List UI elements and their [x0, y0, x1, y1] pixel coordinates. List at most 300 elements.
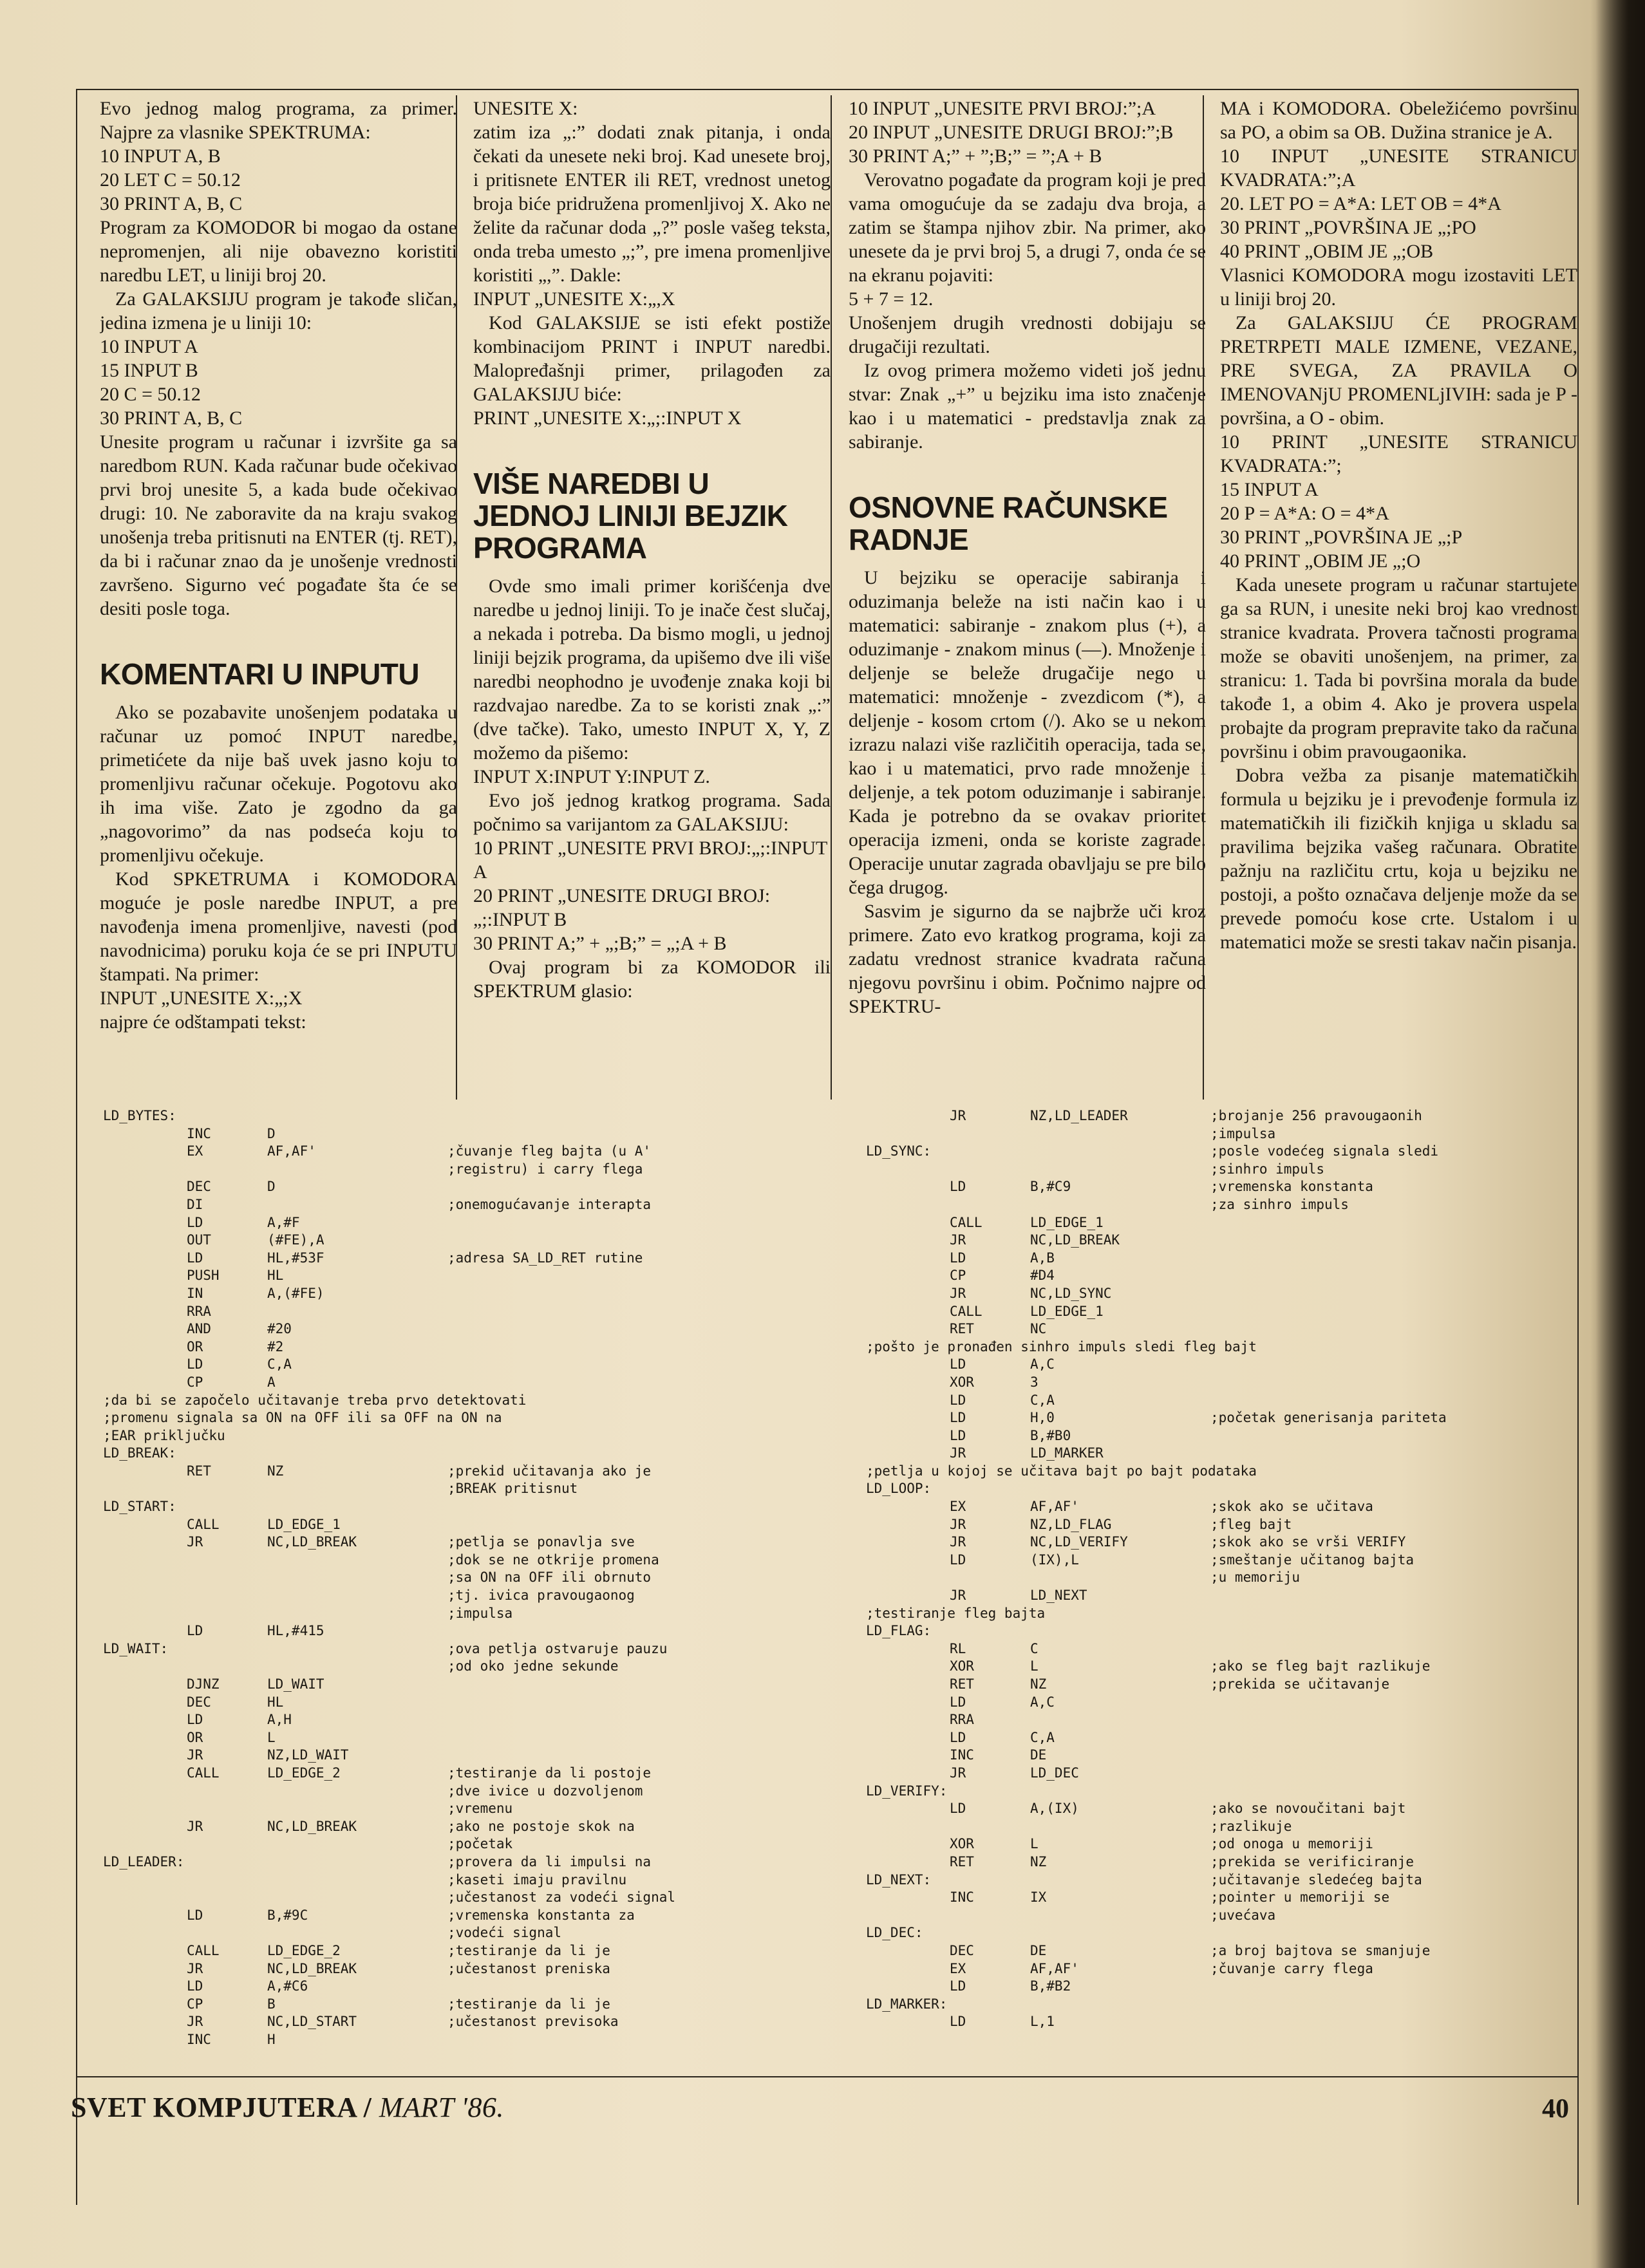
- listing-line: [103, 1800, 863, 1818]
- listing-line: [866, 1427, 1626, 1445]
- listing-line: [103, 1622, 863, 1640]
- listing-line: [103, 1392, 863, 1410]
- listing-comment: ;sa ON na OFF ili obrnuto: [447, 1570, 652, 1586]
- listing-opcode: [187, 1107, 267, 1125]
- listing-opcode: DEC: [950, 1942, 974, 1958]
- listing-label: [103, 1356, 187, 1374]
- listing-line: [103, 1516, 863, 1534]
- listing-operand: [1030, 1622, 1210, 1640]
- listing-line: [103, 1498, 863, 1516]
- listing-label: [103, 1463, 187, 1481]
- listing-comment: [1210, 1765, 1626, 1783]
- listing-opcode: [187, 1445, 267, 1463]
- page-number: 40: [1542, 2094, 1569, 2124]
- listing-label: LD_START:: [103, 1499, 176, 1515]
- listing-comment: [1210, 2013, 1626, 2031]
- listing-comment: [447, 1676, 863, 1694]
- listing-opcode: OUT: [187, 1232, 211, 1248]
- listing-label: [103, 1978, 187, 1996]
- listing-operand: B,#B2: [1030, 1978, 1071, 1994]
- listing-line: [866, 1125, 1626, 1143]
- listing-opcode: [950, 1125, 1030, 1143]
- listing-comment: [1210, 1587, 1626, 1605]
- listing-line: [866, 1463, 1626, 1481]
- listing-opcode: [950, 1480, 1030, 1498]
- listing-line: [103, 1996, 863, 2014]
- code-line: 10 INPUT „UNESITE PRVI BROJ:”;A: [849, 98, 1156, 119]
- listing-comment: [447, 1320, 863, 1338]
- listing-opcode: RET: [950, 1676, 974, 1692]
- listing-comment: ;petlja u kojoj se učitava bajt po bajt podataka: [866, 1463, 1257, 1479]
- listing-opcode: [187, 1569, 267, 1587]
- listing-label: [103, 1783, 187, 1801]
- listing-label: [103, 1232, 187, 1250]
- listing-opcode: LD: [950, 1978, 966, 1994]
- listing-line: [866, 1747, 1626, 1765]
- listing-opcode: CALL: [187, 1516, 220, 1532]
- listing-opcode: LD: [187, 1250, 203, 1266]
- listing-label: [866, 1250, 950, 1268]
- listing-comment: [1210, 1480, 1626, 1498]
- listing-opcode: PUSH: [187, 1268, 220, 1284]
- listing-operand: [1030, 1480, 1210, 1498]
- listing-opcode: JR: [187, 1534, 203, 1550]
- listing-label: [103, 1605, 187, 1623]
- listing-label: LD_VERIFY:: [866, 1783, 948, 1799]
- listing-comment: ;uvećava: [1210, 1907, 1276, 1923]
- listing-operand: LD_NEXT: [1030, 1588, 1087, 1604]
- listing-line: [103, 1605, 863, 1623]
- listing-label: [866, 1356, 950, 1374]
- listing-comment: ;EAR priključku: [103, 1427, 225, 1443]
- listing-comment: ;pointer u memoriji se: [1210, 1889, 1390, 1906]
- listing-label: LD_LEADER:: [103, 1853, 185, 1870]
- listing-operand: [267, 1196, 447, 1214]
- listing-comment: ;početak generisanja pariteta: [1210, 1410, 1447, 1426]
- listing-operand: [1030, 1818, 1210, 1836]
- listing-label: [103, 1889, 187, 1907]
- listing-opcode: [187, 1800, 267, 1818]
- listing-comment: [447, 1303, 863, 1321]
- listing-operand: NZ,LD_FLAG: [1030, 1516, 1112, 1532]
- listing-line: [103, 1783, 863, 1801]
- listing-line: [866, 1711, 1626, 1729]
- listing-opcode: DJNZ: [187, 1676, 220, 1692]
- listing-label: [866, 1711, 950, 1729]
- listing-comment: [1210, 1374, 1626, 1392]
- listing-operand: A,(IX): [1030, 1801, 1079, 1817]
- listing-comment: ;brojanje 256 pravougaonih: [1210, 1108, 1422, 1123]
- listing-line: [103, 1658, 863, 1676]
- listing-label: [103, 1765, 187, 1783]
- listing-comment: ;testiranje da li je: [447, 1942, 610, 1958]
- listing-operand: LD_EDGE_1: [267, 1516, 341, 1532]
- paragraph: Za GALAKSIJU program je takođe sličan, jedina izmena je u liniji 10:: [100, 288, 457, 333]
- listing-opcode: [950, 1924, 1030, 1942]
- code-line: 30 PRINT A, B, C: [100, 408, 243, 429]
- code-line: 20 LET C = 50.12: [100, 169, 241, 191]
- listing-comment: [447, 1694, 863, 1712]
- listing-opcode: CP: [187, 1996, 203, 2012]
- listing-label: [103, 1747, 187, 1765]
- listing-opcode: INC: [187, 1125, 211, 1141]
- listing-label: [866, 1747, 950, 1765]
- listing-label: LD_BREAK:: [103, 1445, 176, 1461]
- listing-operand: [1030, 1871, 1210, 1889]
- listing-operand: C: [1030, 1640, 1039, 1656]
- paragraph: Iz ovog primera možemo videti još jednu stvar: Znak „+” u bejziku ima isto značenje kao i u matematici - predstavlja znak za sabiranje.: [849, 360, 1206, 453]
- paragraph: Unesite program u računar i izvršite ga sa naredbom RUN. Kada računar bude očekivao prvi broj unesite 5, a kada bude očekivao drugi: 10. Ne zaboravite da na kraju svakog unošenja treba pritisnuti na ENTER (tj. RET), da bi i računar znao da je unošenje vrednosti završeno. Sigurno već pogađate šta će se desiti posle toga.: [100, 431, 457, 619]
- listing-comment: [447, 1285, 863, 1303]
- listing-comment: [1210, 1356, 1626, 1374]
- listing-opcode: LD: [950, 1551, 966, 1568]
- listing-line: [103, 1818, 863, 1836]
- listing-line: [866, 1267, 1626, 1285]
- listing-label: [866, 1178, 950, 1196]
- code-line: 10 INPUT A, B: [100, 145, 221, 167]
- listing-opcode: DEC: [187, 1179, 211, 1195]
- listing-line: [866, 1889, 1626, 1907]
- listing-operand: [267, 1445, 447, 1463]
- listing-operand: LD_EDGE_1: [1030, 1303, 1104, 1319]
- listing-comment: [1210, 1924, 1626, 1942]
- listing-line: [103, 1587, 863, 1605]
- listing-label: LD_BYTES:: [103, 1108, 176, 1123]
- listing-label: [103, 1267, 187, 1285]
- listing-line: [103, 1196, 863, 1214]
- listing-line: [866, 1338, 1626, 1356]
- listing-label: [103, 1818, 187, 1836]
- listing-opcode: [950, 1871, 1030, 1889]
- listing-label: [103, 1729, 187, 1747]
- listing-comment: ;za sinhro impuls: [1210, 1196, 1349, 1212]
- listing-line: [866, 1765, 1626, 1783]
- listing-line: [103, 1960, 863, 1978]
- listing-operand: #20: [267, 1321, 292, 1337]
- listing-label: [866, 1107, 950, 1125]
- listing-operand: [1030, 1125, 1210, 1143]
- title-separator: /: [356, 2092, 379, 2123]
- listing-opcode: [187, 1835, 267, 1853]
- listing-operand: [267, 1640, 447, 1658]
- listing-operand: [1030, 1996, 1210, 2014]
- listing-line: [866, 1392, 1626, 1410]
- listing-opcode: [950, 1996, 1030, 2014]
- listing-comment: ;prekida se učitavanje: [1210, 1676, 1390, 1692]
- code-line: 10 INPUT A: [100, 336, 198, 357]
- listing-operand: HL,#415: [267, 1623, 324, 1639]
- listing-line: [103, 1107, 863, 1125]
- listing-line: [866, 1676, 1626, 1694]
- listing-line: [103, 1533, 863, 1551]
- paragraph: Ovde smo imali primer korišćenja dve naredbe u jednoj liniji. To je inače čest slučaj, a nekada i potreba. Da bismo mogli, u jednoj liniji bejzik programa, da upišemo dve ili više naredbi neophodno je uvođenje znaka koji bi razdvajao naredbe. Za to se koristi znak „:” (dve tačke). Tako, umesto INPUT X, Y, Z možemo da pišemo:: [473, 576, 831, 764]
- listing-opcode: JR: [950, 1765, 966, 1781]
- listing-comment: ;kaseti imaju pravilnu: [447, 1871, 627, 1888]
- listing-comment: ;impulsa: [447, 1605, 513, 1621]
- listing-opcode: JR: [187, 1960, 203, 1976]
- listing-opcode: CALL: [187, 1942, 220, 1958]
- listing-label: [866, 1551, 950, 1570]
- listing-comment: ;posle vodećeg signala sledi: [1210, 1143, 1439, 1159]
- listing-opcode: JR: [950, 1232, 966, 1248]
- listing-opcode: LD: [950, 1179, 966, 1195]
- listing-line: [103, 1356, 863, 1374]
- listing-line: [103, 1232, 863, 1250]
- listing-label: [866, 1392, 950, 1410]
- listing-operand: [267, 1605, 447, 1623]
- listing-comment: [447, 1622, 863, 1640]
- listing-operand: NC: [1030, 1321, 1047, 1337]
- paragraph: Evo još jednog kratkog programa. Sada počnimo sa varijantom za GALAKSIJU:: [473, 790, 831, 835]
- listing-opcode: OR: [187, 1729, 203, 1745]
- listing-line: [866, 1694, 1626, 1712]
- listing-operand: 3: [1030, 1374, 1039, 1390]
- listing-label: [866, 1658, 950, 1676]
- code-line: 40 PRINT „OBIM JE „;O: [1220, 550, 1421, 572]
- listing-opcode: [187, 1924, 267, 1942]
- footer-magazine-title: [71, 2091, 504, 2124]
- listing-line: [103, 1285, 863, 1303]
- magazine-name: SVET KOMPJUTERA: [71, 2092, 357, 2123]
- listing-operand: NZ: [267, 1463, 284, 1479]
- listing-label: [103, 1907, 187, 1925]
- paragraph: zatim iza „:” dodati znak pitanja, i onda čekati da unesete neki broj. Kad unesete broj, i pritisnete ENTER ili RET, vrednost unetog broja biće pridružena promenljivoj X. Ako ne želite da računar doda „?” posle vašeg teksta, onda treba umesto „;”, pre imena promenljive koristiti „,”. Dakle:: [473, 122, 831, 286]
- listing-comment: [1210, 1285, 1626, 1303]
- listing-comment: ;učitavanje sledećeg bajta: [1210, 1871, 1422, 1888]
- listing-operand: NC,LD_SYNC: [1030, 1285, 1112, 1301]
- listing-label: [103, 1214, 187, 1232]
- listing-label: [103, 2031, 187, 2049]
- listing-label: [866, 1818, 950, 1836]
- listing-label: [103, 1694, 187, 1712]
- listing-comment: [1210, 1267, 1626, 1285]
- listing-opcode: [950, 1818, 1030, 1836]
- listing-opcode: XOR: [950, 1836, 974, 1852]
- listing-line: [103, 1125, 863, 1143]
- listing-line: [103, 1569, 863, 1587]
- listing-operand: NZ: [1030, 1853, 1047, 1870]
- listing-label: [103, 1285, 187, 1303]
- listing-operand: [267, 1551, 447, 1570]
- listing-comment: [447, 1267, 863, 1285]
- listing-line: [866, 1551, 1626, 1570]
- listing-line: [103, 1445, 863, 1463]
- listing-label: [866, 2013, 950, 2031]
- listing-comment: ;BREAK pritisnut: [447, 1481, 578, 1497]
- listing-label: [103, 1178, 187, 1196]
- listing-line: [866, 1907, 1626, 1925]
- listing-line: [866, 1818, 1626, 1836]
- listing-opcode: CALL: [187, 1765, 220, 1781]
- listing-label: [866, 1942, 950, 1960]
- listing-label: [103, 1125, 187, 1143]
- paragraph: 10 PRINT „UNESITE STRANICU KVADRATA:”;: [1220, 431, 1577, 476]
- listing-label: [103, 1143, 187, 1161]
- listing-label: [103, 1835, 187, 1853]
- listing-opcode: [187, 1587, 267, 1605]
- listing-opcode: EX: [950, 1499, 966, 1515]
- listing-line: [866, 1640, 1626, 1658]
- listing-operand: [267, 1587, 447, 1605]
- listing-opcode: [187, 1605, 267, 1623]
- listing-label: [866, 1303, 950, 1321]
- listing-label: LD_NEXT:: [866, 1871, 932, 1888]
- code-line: 30 PRINT „POVRŠINA JE „;PO: [1220, 217, 1476, 238]
- listing-line: [866, 1783, 1626, 1801]
- listing-label: [866, 1853, 950, 1871]
- article-column-3: [849, 97, 1206, 1098]
- paragraph: Kod SPKETRUMA i KOMODORA moguće je posle naredbe INPUT, a pre navođenja imena promenljive, navesti (pod navodnicima) poruku koja će se pri INPUTU štampati. Na primer:: [100, 868, 457, 985]
- listing-line: [103, 1729, 863, 1747]
- listing-comment: ;prekida se verificiranje: [1210, 1853, 1415, 1870]
- listing-opcode: XOR: [950, 1374, 974, 1390]
- listing-comment: [1210, 1427, 1626, 1445]
- listing-line: [103, 1320, 863, 1338]
- listing-opcode: CP: [187, 1374, 203, 1390]
- listing-line: [866, 1480, 1626, 1498]
- listing-comment: ;ako se fleg bajt razlikuje: [1210, 1658, 1431, 1674]
- listing-label: LD_FLAG:: [866, 1623, 932, 1639]
- listing-comment: ;učestanost preniska: [447, 1960, 610, 1976]
- listing-line: [866, 2013, 1626, 2031]
- listing-operand: [267, 1303, 447, 1321]
- listing-comment: [447, 1374, 863, 1392]
- listing-comment: [1210, 1711, 1626, 1729]
- listing-label: [103, 1924, 187, 1942]
- listing-opcode: [187, 1871, 267, 1889]
- code-line: 20 C = 50.12: [100, 384, 201, 405]
- listing-opcode: LD: [950, 1729, 966, 1745]
- listing-operand: LD_EDGE_1: [1030, 1214, 1104, 1230]
- article-column-1: [100, 97, 457, 1098]
- listing-opcode: [950, 1907, 1030, 1925]
- listing-label: [103, 1196, 187, 1214]
- listing-operand: [1030, 1711, 1210, 1729]
- listing-line: [103, 1250, 863, 1268]
- listing-comment: [1210, 1320, 1626, 1338]
- listing-label: [103, 1658, 187, 1676]
- footer-divider: [76, 2076, 1577, 2077]
- listing-comment: ;skok ako se učitava: [1210, 1499, 1373, 1515]
- listing-operand: [267, 1107, 447, 1125]
- listing-comment: ;čuvanje carry flega: [1210, 1960, 1373, 1976]
- listing-operand: [267, 1835, 447, 1853]
- paragraph: Verovatno pogađate da program koji je pred vama omogućuje da se zadaju dva broja, a zatim se štampa njihov zbir. Na primer, ako unesete da je prvi broj 5, a drugi 7, onda će se na ekranu pojaviti:: [849, 169, 1206, 286]
- listing-operand: A,C: [1030, 1356, 1055, 1373]
- listing-line: [103, 1694, 863, 1712]
- paragraph: Ovaj program bi za KOMODOR ili SPEKTRUM glasio:: [473, 957, 831, 1002]
- listing-comment: ;ova petlja ostvaruje pauzu: [447, 1640, 668, 1656]
- listing-operand: A,B: [1030, 1250, 1055, 1266]
- listing-label: [866, 1232, 950, 1250]
- listing-comment: [1210, 1250, 1626, 1268]
- listing-operand: D: [267, 1125, 276, 1141]
- listing-line: [866, 1605, 1626, 1623]
- listing-comment: ;da bi se započelo učitavanje treba prvo detektovati: [103, 1392, 527, 1408]
- listing-comment: [1210, 1996, 1626, 2014]
- code-line: 10 PRINT „UNESITE PRVI BROJ:„;:INPUT A: [473, 838, 827, 883]
- listing-opcode: RET: [950, 1321, 974, 1337]
- listing-operand: NC,LD_BREAK: [267, 1534, 357, 1550]
- listing-opcode: [187, 1161, 267, 1179]
- listing-operand: C,A: [1030, 1729, 1055, 1745]
- listing-operand: (IX),L: [1030, 1551, 1079, 1568]
- listing-operand: NZ,LD_WAIT: [267, 1747, 349, 1763]
- listing-line: [866, 1800, 1626, 1818]
- listing-label: [866, 1427, 950, 1445]
- listing-operand: [1030, 1924, 1210, 1942]
- listing-comment: [447, 1747, 863, 1765]
- listing-comment: ;a broj bajtova se smanjuje: [1210, 1942, 1431, 1958]
- listing-opcode: LD: [950, 1250, 966, 1266]
- listing-label: [103, 1960, 187, 1978]
- listing-opcode: JR: [950, 1285, 966, 1301]
- listing-comment: [447, 1711, 863, 1729]
- listing-line: [866, 1871, 1626, 1889]
- listing-operand: [267, 1569, 447, 1587]
- listing-opcode: JR: [187, 1818, 203, 1834]
- listing-comment: [1210, 1392, 1626, 1410]
- listing-line: [103, 1480, 863, 1498]
- article-column-2: [473, 97, 831, 1098]
- listing-comment: ;testiranje fleg bajta: [866, 1605, 1046, 1621]
- listing-operand: NC,LD_START: [267, 2014, 357, 2030]
- listing-label: [103, 2013, 187, 2031]
- listing-comment: [1210, 1694, 1626, 1712]
- listing-label: LD_WAIT:: [103, 1640, 169, 1656]
- issue-date: MART '86.: [379, 2092, 504, 2123]
- listing-line: [103, 1924, 863, 1942]
- listing-label: [866, 1125, 950, 1143]
- listing-operand: [267, 1853, 447, 1871]
- listing-label: [103, 1800, 187, 1818]
- listing-label: [866, 1694, 950, 1712]
- listing-comment: [447, 1445, 863, 1463]
- listing-operand: A: [267, 1374, 276, 1390]
- paragraph: Dobra vežba za pisanje matematičkih formula u bejziku je i prevođenje formula iz matematičkih ili fizičkih knjiga u skladu sa pravilima bejzika vašeg računara. Obratite pažnju na različitu crtu, koja u bejziku ne postoji, a pošto označava deljenje može da se prevede pomoću kose crte. Ustalom i u matematici može se sresti takav način pisanja.: [1220, 765, 1577, 953]
- listing-operand: A,#C6: [267, 1978, 308, 1994]
- listing-label: [866, 1161, 950, 1179]
- listing-opcode: RET: [187, 1463, 211, 1479]
- paragraph: Evo jednog malog programa, za primer. Najpre za vlasnike SPEKTRUMA:: [100, 98, 457, 143]
- listing-line: [866, 1161, 1626, 1179]
- listing-line: [866, 1835, 1626, 1853]
- listing-opcode: [950, 1196, 1030, 1214]
- listing-line: [866, 1924, 1626, 1942]
- listing-opcode: [187, 1783, 267, 1801]
- listing-operand: NC,LD_BREAK: [1030, 1232, 1120, 1248]
- listing-line: [866, 1533, 1626, 1551]
- listing-operand: [267, 1498, 447, 1516]
- code-line: 30 PRINT A, B, C: [100, 193, 243, 214]
- listing-opcode: [950, 1783, 1030, 1801]
- listing-line: [103, 1871, 863, 1889]
- listing-line: [866, 1250, 1626, 1268]
- listing-comment: [447, 2031, 863, 2049]
- listing-comment: ;registru) i carry flega: [447, 1161, 643, 1177]
- listing-operand: A,#F: [267, 1214, 300, 1230]
- paragraph: Program za KOMODOR bi mogao da ostane nepromenjen, ali nije obavezno koristiti naredbu LET, u liniji broj 20.: [100, 217, 457, 286]
- listing-line: [866, 1178, 1626, 1196]
- code-line: 30 PRINT A;” + „;B;” = „;A + B: [473, 933, 727, 954]
- code-line: INPUT X:INPUT Y:INPUT Z.: [473, 766, 710, 787]
- listing-label: [866, 1267, 950, 1285]
- listing-line: [103, 1747, 863, 1765]
- listing-label: [866, 1285, 950, 1303]
- listing-label: [866, 1214, 950, 1232]
- listing-comment: ;pošto je pronađen sinhro impuls sledi fleg bajt: [866, 1338, 1257, 1354]
- paragraph: Unošenjem drugih vrednosti dobijaju se drugačiji rezultati.: [849, 312, 1206, 357]
